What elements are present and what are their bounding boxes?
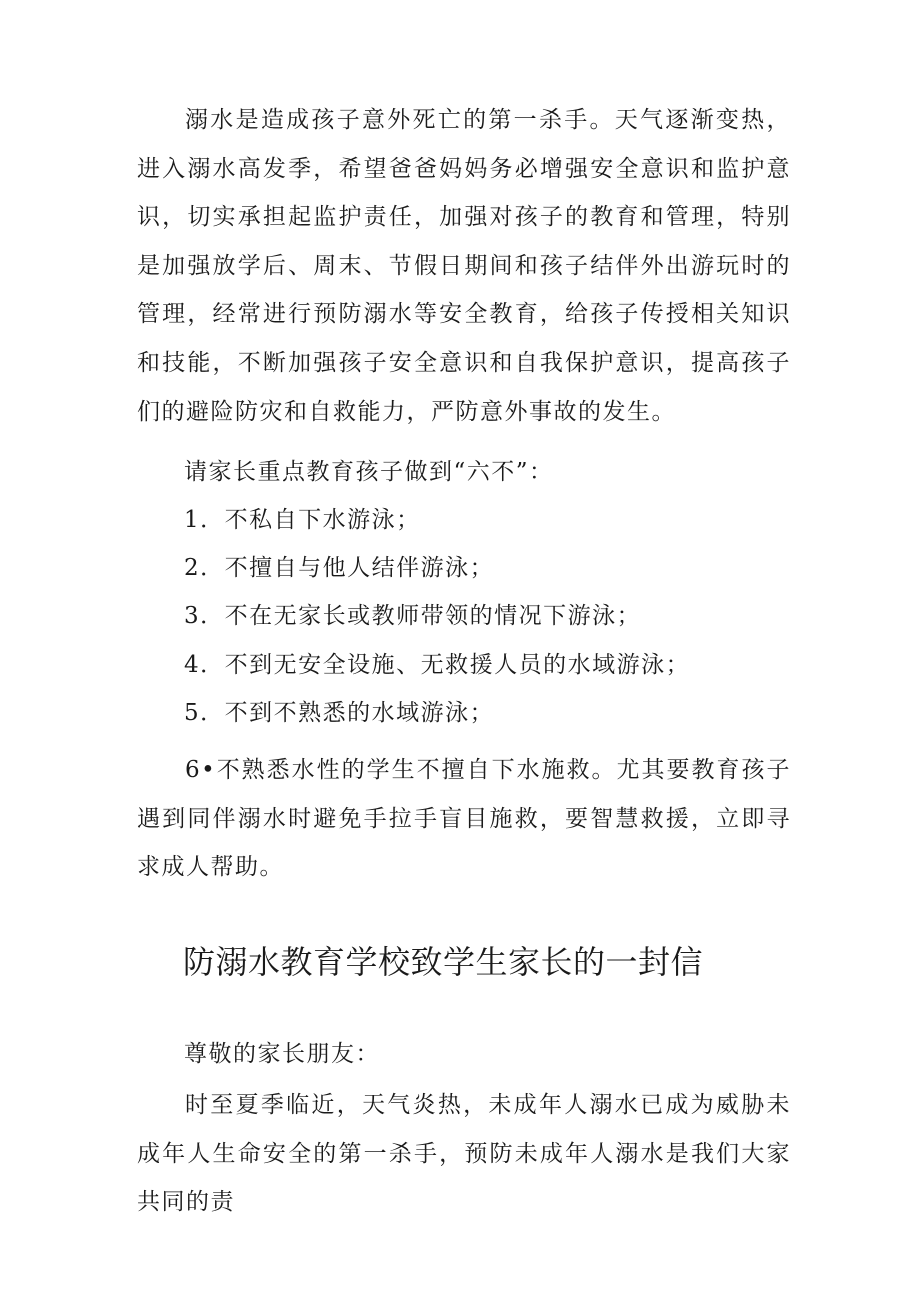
six-no-item-1: 1．不私自下水游泳； [184, 507, 421, 533]
letter-two-title: 防溺水教育学校致学生家长的一封信 [183, 943, 704, 981]
letter-two-paragraph: 时至夏季临近，天气炎热，未成年人溺水已成为威胁未成年人生命安全的第一杀手，预防未成年人溺水是我们大家共同的责 [137, 1092, 791, 1216]
letter-one-paragraph: 溺水是造成孩子意外死亡的第一杀手。天气逐渐变热，进入溺水高发季，希望爸爸妈妈务必增强安全意识和监护意识，切实承担起监护责任，加强对孩子的教育和管理，特别是加强放学后、周末、节假日期间和孩子结伴外出游玩时的管理，经常进行预防溺水等安全教育，给孩子传授相关知识和技能，不断加强孩子安全意识和自我保护意识，提高孩子们的避险防灾和自救能力，严防意外事故的发生。 [137, 107, 791, 425]
six-no-item-2: 2．不擅自与他人结伴游泳； [184, 555, 495, 581]
letter-two-salutation: 尊敬的家长朋友： [184, 1041, 380, 1067]
six-no-item-4: 4．不到无安全设施、无救援人员的水域游泳； [184, 652, 691, 678]
six-no-intro: 请家长重点教育孩子做到“六不”： [184, 459, 554, 485]
six-no-item-5: 5．不到不熟悉的水域游泳； [184, 700, 495, 726]
six-no-item-6: 6•不熟悉水性的学生不擅自下水施救。尤其要教育孩子遇到同伴溺水时避免手拉手盲目施救，要智慧救援，立即寻求成人帮助。 [137, 757, 791, 881]
six-no-item-3: 3．不在无家长或教师带领的情况下游泳； [184, 603, 642, 629]
